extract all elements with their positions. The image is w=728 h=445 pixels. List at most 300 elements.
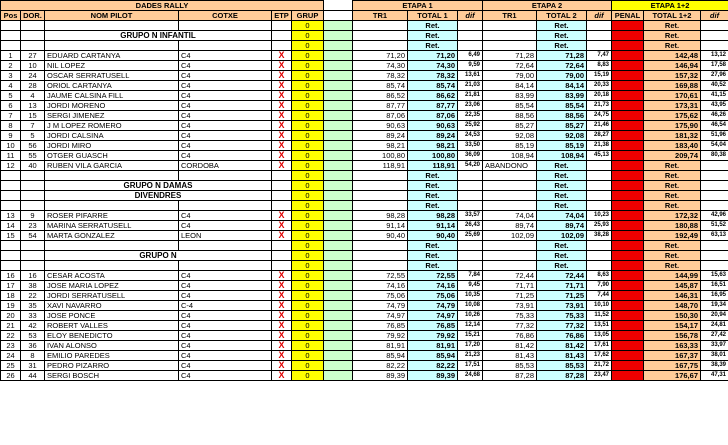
pilot-name-cell: PEDRO PIZARRO	[45, 361, 179, 371]
dif1-cell	[458, 31, 483, 41]
table-row	[1, 121, 728, 131]
dif2-cell	[587, 261, 612, 271]
table-row	[1, 321, 728, 331]
penal-cell	[612, 81, 644, 91]
dif1-cell	[458, 171, 483, 181]
col-pos: Pos	[1, 11, 21, 21]
total2-cell: 102,09	[537, 231, 587, 241]
dif1-cell: 10,35	[458, 291, 483, 301]
tr1-cell: 98,21	[353, 141, 408, 151]
penal-cell	[612, 341, 644, 351]
dif2-cell: 28,27	[587, 131, 612, 141]
total12-cell: 163,33	[644, 341, 701, 351]
grup-cell: 0	[292, 281, 324, 291]
total1-cell: 91,14	[408, 221, 458, 231]
car-cell: C4	[179, 131, 272, 141]
car-cell: C4	[179, 111, 272, 121]
dif2-cell: 38,28	[587, 231, 612, 241]
pos-cell: 3	[1, 71, 21, 81]
etp-mark-cell: X	[272, 91, 292, 101]
total2-cell: 71,25	[537, 291, 587, 301]
penal-cell	[612, 121, 644, 131]
car-cell: C4	[179, 101, 272, 111]
penal-cell	[612, 31, 644, 41]
dorsal-cell	[21, 241, 45, 251]
car-cell: C4	[179, 141, 272, 151]
blank-row	[1, 261, 728, 271]
dif1-cell: 15,21	[458, 331, 483, 341]
total12-cell: 154,17	[644, 321, 701, 331]
total12-cell: 183,40	[644, 141, 701, 151]
dif1-cell: 36,09	[458, 151, 483, 161]
tr1b-cell	[483, 261, 537, 271]
penal-cell	[612, 201, 644, 211]
tr1b-cell: 85,53	[483, 361, 537, 371]
grup-cell: 0	[292, 211, 324, 221]
dif3-cell: 41,15	[701, 91, 728, 101]
pos-cell: 9	[1, 131, 21, 141]
table-row	[1, 71, 728, 81]
car-cell: C4	[179, 281, 272, 291]
pilot-name-cell: MARINA SERRATUSELL	[45, 221, 179, 231]
blank-row	[1, 21, 728, 31]
car-cell	[179, 41, 272, 51]
car-cell: C4	[179, 331, 272, 341]
dif3-cell: 51,96	[701, 131, 728, 141]
total1-cell: 81,91	[408, 341, 458, 351]
grup-cell: 0	[292, 151, 324, 161]
green-spacer-cell	[324, 121, 353, 131]
etp-mark-cell	[272, 201, 292, 211]
grup-cell: 0	[292, 111, 324, 121]
pos-cell: 4	[1, 81, 21, 91]
table-row	[1, 111, 728, 121]
total12-cell: 146,31	[644, 291, 701, 301]
col-grup: GRUP	[292, 11, 324, 21]
table-row	[1, 341, 728, 351]
dif3-cell: 24,81	[701, 321, 728, 331]
pilot-name-cell	[45, 41, 179, 51]
results-body	[1, 21, 728, 381]
total12-cell: Ret.	[644, 201, 701, 211]
table-row	[1, 51, 728, 61]
dorsal-cell: 31	[21, 361, 45, 371]
penal-cell	[612, 151, 644, 161]
dif2-cell: 7,90	[587, 281, 612, 291]
total12-cell: Ret.	[644, 181, 701, 191]
car-cell	[179, 21, 272, 31]
table-row	[1, 361, 728, 371]
dif2-cell: 17,62	[587, 351, 612, 361]
etp-mark-cell: X	[272, 71, 292, 81]
dif3-cell: 27,96	[701, 71, 728, 81]
total12-cell: 172,32	[644, 211, 701, 221]
green-spacer-cell	[324, 151, 353, 161]
dif2-cell	[587, 251, 612, 261]
tr1-cell: 89,39	[353, 371, 408, 381]
pos-cell: 18	[1, 291, 21, 301]
green-spacer-cell	[324, 171, 353, 181]
dif3-cell: 17,58	[701, 61, 728, 71]
grup-cell: 0	[292, 51, 324, 61]
etp-mark-cell: X	[272, 111, 292, 121]
dif1-cell: 21,23	[458, 351, 483, 361]
tr1-cell: 75,06	[353, 291, 408, 301]
penal-cell	[612, 141, 644, 151]
tr1-cell: 82,22	[353, 361, 408, 371]
dorsal-cell: 22	[21, 291, 45, 301]
dorsal-cell	[21, 251, 45, 261]
pos-cell: 11	[1, 151, 21, 161]
pilot-name-cell: J M LOPEZ ROMERO	[45, 121, 179, 131]
table-row	[1, 281, 728, 291]
penal-cell	[612, 281, 644, 291]
dorsal-cell: 8	[21, 351, 45, 361]
dif2-cell: 21,73	[587, 101, 612, 111]
pilot-name-cell	[45, 171, 179, 181]
dif2-cell	[587, 181, 612, 191]
total1-cell: 74,30	[408, 61, 458, 71]
dif3-cell: 33,97	[701, 341, 728, 351]
grup-cell: 0	[292, 191, 324, 201]
dorsal-cell: 24	[21, 71, 45, 81]
dif3-cell: 51,52	[701, 221, 728, 231]
dif1-cell: 12,14	[458, 321, 483, 331]
grup-cell: 0	[292, 241, 324, 251]
dorsal-cell: 44	[21, 371, 45, 381]
dif1-cell: 26,43	[458, 221, 483, 231]
dif1-cell: 24,68	[458, 371, 483, 381]
green-spacer-cell	[324, 371, 353, 381]
pos-cell: 19	[1, 301, 21, 311]
dif1-cell: 10,08	[458, 301, 483, 311]
tr1-cell	[353, 241, 408, 251]
penal-cell	[612, 351, 644, 361]
tr1-cell: 72,55	[353, 271, 408, 281]
car-cell	[179, 241, 272, 251]
total12-cell: 142,48	[644, 51, 701, 61]
table-row	[1, 61, 728, 71]
dif1-cell: 25,92	[458, 121, 483, 131]
total2-cell: 83,99	[537, 91, 587, 101]
dif2-cell: 8,83	[587, 61, 612, 71]
tr1-cell: 74,79	[353, 301, 408, 311]
total1-cell: 72,55	[408, 271, 458, 281]
total2-cell: 108,94	[537, 151, 587, 161]
pos-cell: 7	[1, 111, 21, 121]
car-cell: C4	[179, 351, 272, 361]
dif1-cell: 24,53	[458, 131, 483, 141]
total2-cell: Ret.	[537, 181, 587, 191]
pilot-name-cell: ROSER PIFARRE	[45, 211, 179, 221]
total1-cell: 100,80	[408, 151, 458, 161]
tr1-cell: 74,30	[353, 61, 408, 71]
green-spacer-cell	[324, 41, 353, 51]
total2-cell: 85,19	[537, 141, 587, 151]
total2-cell: 88,56	[537, 111, 587, 121]
tr1-cell	[353, 201, 408, 211]
tr1-cell: 100,80	[353, 151, 408, 161]
total2-cell: Ret.	[537, 191, 587, 201]
dorsal-cell: 10	[21, 61, 45, 71]
green-spacer-cell	[324, 161, 353, 171]
dif3-cell: 46,26	[701, 111, 728, 121]
pilot-name-cell: OSCAR SERRATUSELL	[45, 71, 179, 81]
dif1-cell	[458, 261, 483, 271]
pos-cell: 13	[1, 211, 21, 221]
pilot-name-cell: JORDI CALSINA	[45, 131, 179, 141]
pilot-name-cell: IVAN ALONSO	[45, 341, 179, 351]
total1-cell: 90,40	[408, 231, 458, 241]
pos-cell: 14	[1, 221, 21, 231]
green-spacer-cell	[324, 31, 353, 41]
dif3-cell	[701, 261, 728, 271]
tr1-cell: 71,20	[353, 51, 408, 61]
green-spacer-cell	[324, 221, 353, 231]
grup-cell: 0	[292, 331, 324, 341]
green-spacer-cell	[324, 91, 353, 101]
tr1b-cell: 71,28	[483, 51, 537, 61]
green-spacer-cell	[324, 111, 353, 121]
pos-cell	[1, 251, 21, 261]
total12-cell: Ret.	[644, 161, 701, 171]
tr1b-cell	[483, 201, 537, 211]
green-spacer-cell	[324, 21, 353, 31]
tr1b-cell: 81,43	[483, 351, 537, 361]
dorsal-cell: 15	[21, 111, 45, 121]
dorsal-cell: 9	[21, 211, 45, 221]
dif2-cell: 45,13	[587, 151, 612, 161]
total2-cell: Ret.	[537, 201, 587, 211]
green-spacer-cell	[324, 191, 353, 201]
tr1b-cell	[483, 171, 537, 181]
total2-cell: 75,33	[537, 311, 587, 321]
dorsal-cell: 27	[21, 51, 45, 61]
tr1b-cell: 73,91	[483, 301, 537, 311]
section-row	[1, 191, 728, 201]
dif3-cell	[701, 161, 728, 171]
total1-cell: 98,21	[408, 141, 458, 151]
penal-cell	[612, 51, 644, 61]
car-cell: C4	[179, 211, 272, 221]
tr1b-cell: 92,08	[483, 131, 537, 141]
total2-cell: Ret.	[537, 171, 587, 181]
dorsal-cell: 33	[21, 311, 45, 321]
tr1-cell: 79,92	[353, 331, 408, 341]
car-cell: C4	[179, 341, 272, 351]
penal-cell	[612, 131, 644, 141]
dif1-cell: 17,20	[458, 341, 483, 351]
total12-cell: 169,88	[644, 81, 701, 91]
green-spacer-cell	[324, 181, 353, 191]
total1-cell: 85,74	[408, 81, 458, 91]
etp-mark-cell: X	[272, 231, 292, 241]
total2-cell: 71,28	[537, 51, 587, 61]
total1-cell: Ret.	[408, 181, 458, 191]
dorsal-cell: 38	[21, 281, 45, 291]
dif3-cell	[701, 41, 728, 51]
pilot-name-cell: MARTA GONZALEZ	[45, 231, 179, 241]
green-spacer-cell	[324, 361, 353, 371]
dif1-cell	[458, 191, 483, 201]
tr1-cell: 90,40	[353, 231, 408, 241]
grup-cell: 0	[292, 351, 324, 361]
dif3-cell: 38,01	[701, 351, 728, 361]
car-cell: C4	[179, 81, 272, 91]
tr1-cell	[353, 171, 408, 181]
pos-cell: 17	[1, 281, 21, 291]
pilot-name-cell: JORDI MORENO	[45, 101, 179, 111]
total12-cell: 167,37	[644, 351, 701, 361]
grup-cell: 0	[292, 201, 324, 211]
tr1b-cell: 89,74	[483, 221, 537, 231]
total2-cell: 85,27	[537, 121, 587, 131]
grup-cell: 0	[292, 321, 324, 331]
total1-cell: 71,20	[408, 51, 458, 61]
col-dor: DOR.	[21, 11, 45, 21]
penal-cell	[612, 161, 644, 171]
penal-cell	[612, 251, 644, 261]
pilot-name-cell: XAVI NAVARRO	[45, 301, 179, 311]
green-spacer-cell	[324, 311, 353, 321]
etp-mark-cell: X	[272, 361, 292, 371]
green-spacer-cell	[324, 131, 353, 141]
car-cell: CORDOBA	[179, 161, 272, 171]
pos-cell: 23	[1, 341, 21, 351]
dif3-cell	[701, 201, 728, 211]
etp-mark-cell: X	[272, 371, 292, 381]
pos-cell: 12	[1, 161, 21, 171]
grup-cell: 0	[292, 231, 324, 241]
dif3-cell: 15,63	[701, 271, 728, 281]
table-row	[1, 351, 728, 361]
dif1-cell: 33,50	[458, 141, 483, 151]
etp-mark-cell: X	[272, 291, 292, 301]
car-cell: C4	[179, 361, 272, 371]
pilot-name-cell: JOSE MARIA LOPEZ	[45, 281, 179, 291]
penal-cell	[612, 71, 644, 81]
penal-cell	[612, 111, 644, 121]
dif2-cell: 21,72	[587, 361, 612, 371]
col-etp: ETP	[272, 11, 292, 21]
total12-cell: 148,70	[644, 301, 701, 311]
table-row	[1, 211, 728, 221]
dif3-cell: 40,52	[701, 81, 728, 91]
tr1b-cell: 72,44	[483, 271, 537, 281]
dif1-cell: 21,81	[458, 91, 483, 101]
etp-mark-cell	[272, 241, 292, 251]
total12-cell: 175,90	[644, 121, 701, 131]
dorsal-cell: 54	[21, 231, 45, 241]
table-row	[1, 221, 728, 231]
tr1-cell	[353, 21, 408, 31]
dif3-cell: 80,38	[701, 151, 728, 161]
spacer-cell	[324, 1, 353, 11]
dorsal-cell: 55	[21, 151, 45, 161]
etp-mark-cell	[272, 41, 292, 51]
grup-cell: 0	[292, 221, 324, 231]
penal-cell	[612, 21, 644, 31]
total12-cell: 145,87	[644, 281, 701, 291]
tr1b-cell: ABANDONO	[483, 161, 537, 171]
col-cotxe: COTXE	[179, 11, 272, 21]
penal-cell	[612, 61, 644, 71]
total12-cell: 192,49	[644, 231, 701, 241]
total2-cell: Ret.	[537, 31, 587, 41]
pilot-name-cell: RUBEN VILA GARCIA	[45, 161, 179, 171]
pilot-name-cell: JAUME CALSINA FILL	[45, 91, 179, 101]
pos-cell	[1, 261, 21, 271]
penal-cell	[612, 41, 644, 51]
tr1b-cell: 76,86	[483, 331, 537, 341]
dif2-cell	[587, 171, 612, 181]
grup-cell: 0	[292, 301, 324, 311]
total2-cell: 81,43	[537, 351, 587, 361]
dorsal-cell: 56	[21, 141, 45, 151]
dif1-cell: 33,57	[458, 211, 483, 221]
green-spacer-cell	[324, 281, 353, 291]
total12-cell: 157,32	[644, 71, 701, 81]
tr1b-cell	[483, 191, 537, 201]
etp-mark-cell: X	[272, 121, 292, 131]
etp-mark-cell: X	[272, 331, 292, 341]
table-row	[1, 271, 728, 281]
dif1-cell: 17,51	[458, 361, 483, 371]
section-row	[1, 31, 728, 41]
table-row	[1, 151, 728, 161]
etp-mark-cell: X	[272, 51, 292, 61]
table-row	[1, 131, 728, 141]
penal-cell	[612, 371, 644, 381]
etp-mark-cell: X	[272, 131, 292, 141]
tr1-cell	[353, 41, 408, 51]
car-cell: C4	[179, 151, 272, 161]
etp-mark-cell: X	[272, 281, 292, 291]
car-cell: C4	[179, 221, 272, 231]
total2-cell: 84,14	[537, 81, 587, 91]
dif1-cell: 23,06	[458, 101, 483, 111]
dorsal-cell: 4	[21, 91, 45, 101]
total1-cell: 87,06	[408, 111, 458, 121]
green-spacer-cell	[324, 141, 353, 151]
tr1-cell: 86,52	[353, 91, 408, 101]
car-cell: C4	[179, 61, 272, 71]
total1-cell: 78,32	[408, 71, 458, 81]
total1-cell: 75,06	[408, 291, 458, 301]
penal-cell	[612, 301, 644, 311]
pos-cell: 5	[1, 91, 21, 101]
pos-cell: 2	[1, 61, 21, 71]
total12-cell: 176,67	[644, 371, 701, 381]
table-row	[1, 371, 728, 381]
etp-mark-cell	[272, 251, 292, 261]
header-row-columns	[1, 11, 728, 21]
dorsal-cell: 35	[21, 301, 45, 311]
tr1-cell: 85,94	[353, 351, 408, 361]
dif3-cell: 13,12	[701, 51, 728, 61]
pilot-name-cell: OTGER GUASCH	[45, 151, 179, 161]
pos-cell: 26	[1, 371, 21, 381]
dif1-cell: 7,84	[458, 271, 483, 281]
pos-cell	[1, 201, 21, 211]
section-title: DIVENDRES	[45, 191, 272, 201]
dorsal-cell: 28	[21, 81, 45, 91]
etp-mark-cell	[272, 31, 292, 41]
etp-mark-cell	[272, 181, 292, 191]
dorsal-cell	[21, 31, 45, 41]
grup-cell: 0	[292, 311, 324, 321]
car-cell: C4	[179, 371, 272, 381]
